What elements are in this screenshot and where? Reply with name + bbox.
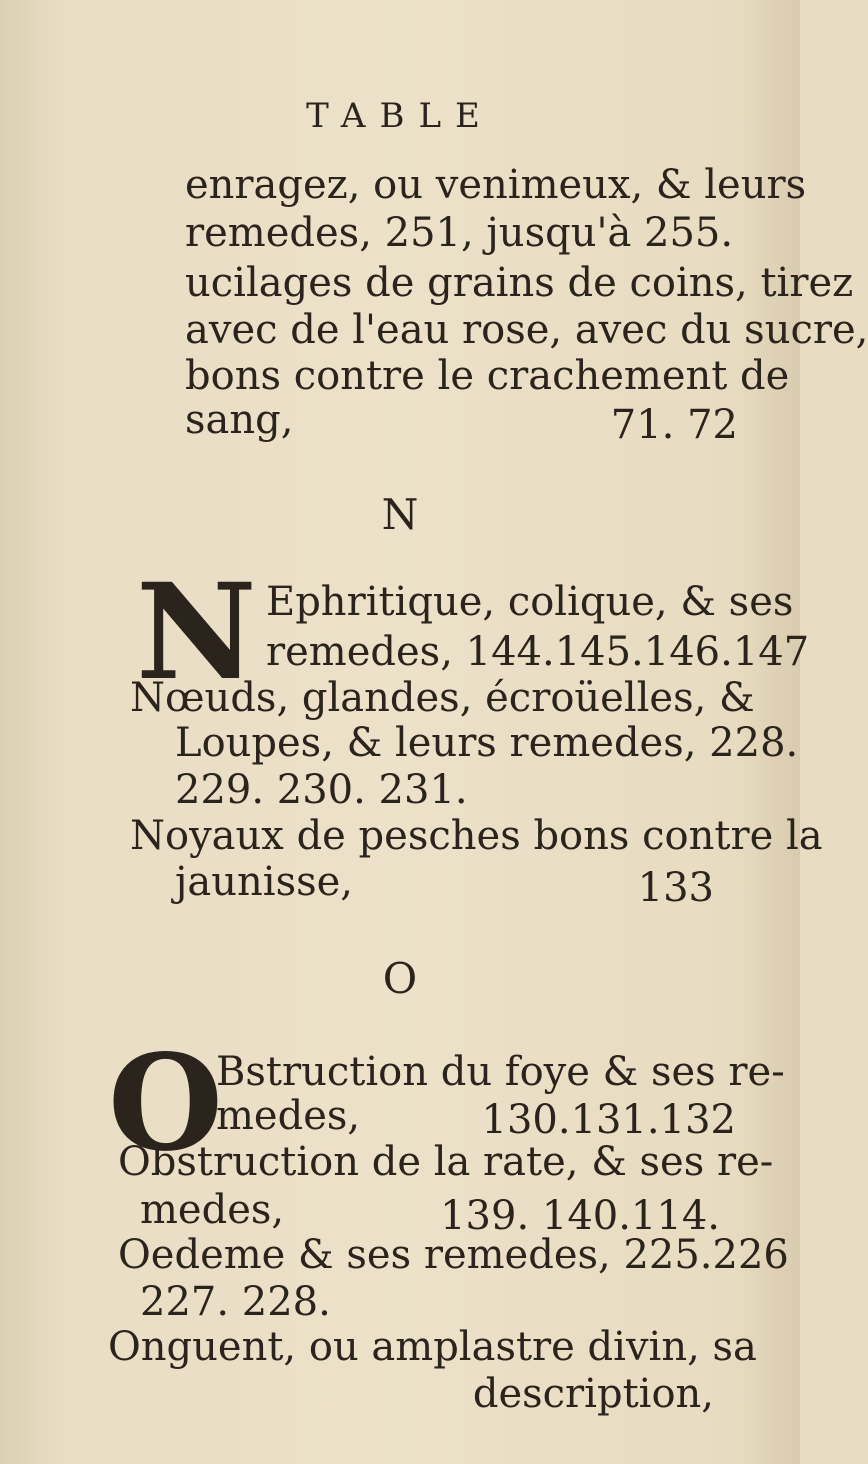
dropcap-o: O xyxy=(108,1026,223,1181)
entry-line: avec de l'eau rose, avec du sucre, xyxy=(185,307,868,353)
entry-line: enragez, ou venimeux, & leurs xyxy=(185,162,807,208)
entry-line: Ephritique, colique, & ses xyxy=(266,579,794,625)
entry-line: Oedeme & ses remedes, 225.226 xyxy=(118,1232,789,1278)
entry-line: description, xyxy=(472,1371,714,1417)
entry-line: Bstruction du foye & ses re- xyxy=(216,1049,785,1095)
entry-line: Obstruction de la rate, & ses re- xyxy=(118,1139,774,1185)
page-reference: 133 xyxy=(637,865,714,911)
entry-line: remedes, 144.145.146.147 xyxy=(266,629,810,675)
dropcap-n: N xyxy=(136,555,257,710)
section-letter-o: O xyxy=(382,954,418,1003)
entry-line: ucilages de grains de coins, tirez xyxy=(185,260,854,306)
section-letter-n: N xyxy=(381,490,419,539)
page-reference: 130.131.132 xyxy=(481,1097,736,1143)
page-header: TABLE xyxy=(306,96,494,136)
entry-line: medes, xyxy=(140,1187,285,1233)
entry-line: 227. 228. xyxy=(140,1279,331,1325)
entry-line: Nœuds, glandes, écroüelles, & xyxy=(130,675,755,721)
entry-line: sang, xyxy=(185,397,294,443)
entry-line: bons contre le crachement de xyxy=(185,353,790,399)
entry-line: Noyaux de pesches bons contre la xyxy=(130,813,823,859)
page-reference: 139. 140.114. xyxy=(440,1193,720,1239)
entry-line: Loupes, & leurs remedes, 228. xyxy=(175,720,799,766)
entry-line: medes, xyxy=(216,1093,361,1139)
entry-line: 229. 230. 231. xyxy=(175,767,468,813)
entry-line: Onguent, ou amplastre divin, sa xyxy=(108,1324,757,1370)
entry-line: remedes, 251, jusqu'à 255. xyxy=(185,210,734,256)
entry-line: jaunisse, xyxy=(175,859,354,905)
page-reference: 71. 72 xyxy=(610,402,738,448)
